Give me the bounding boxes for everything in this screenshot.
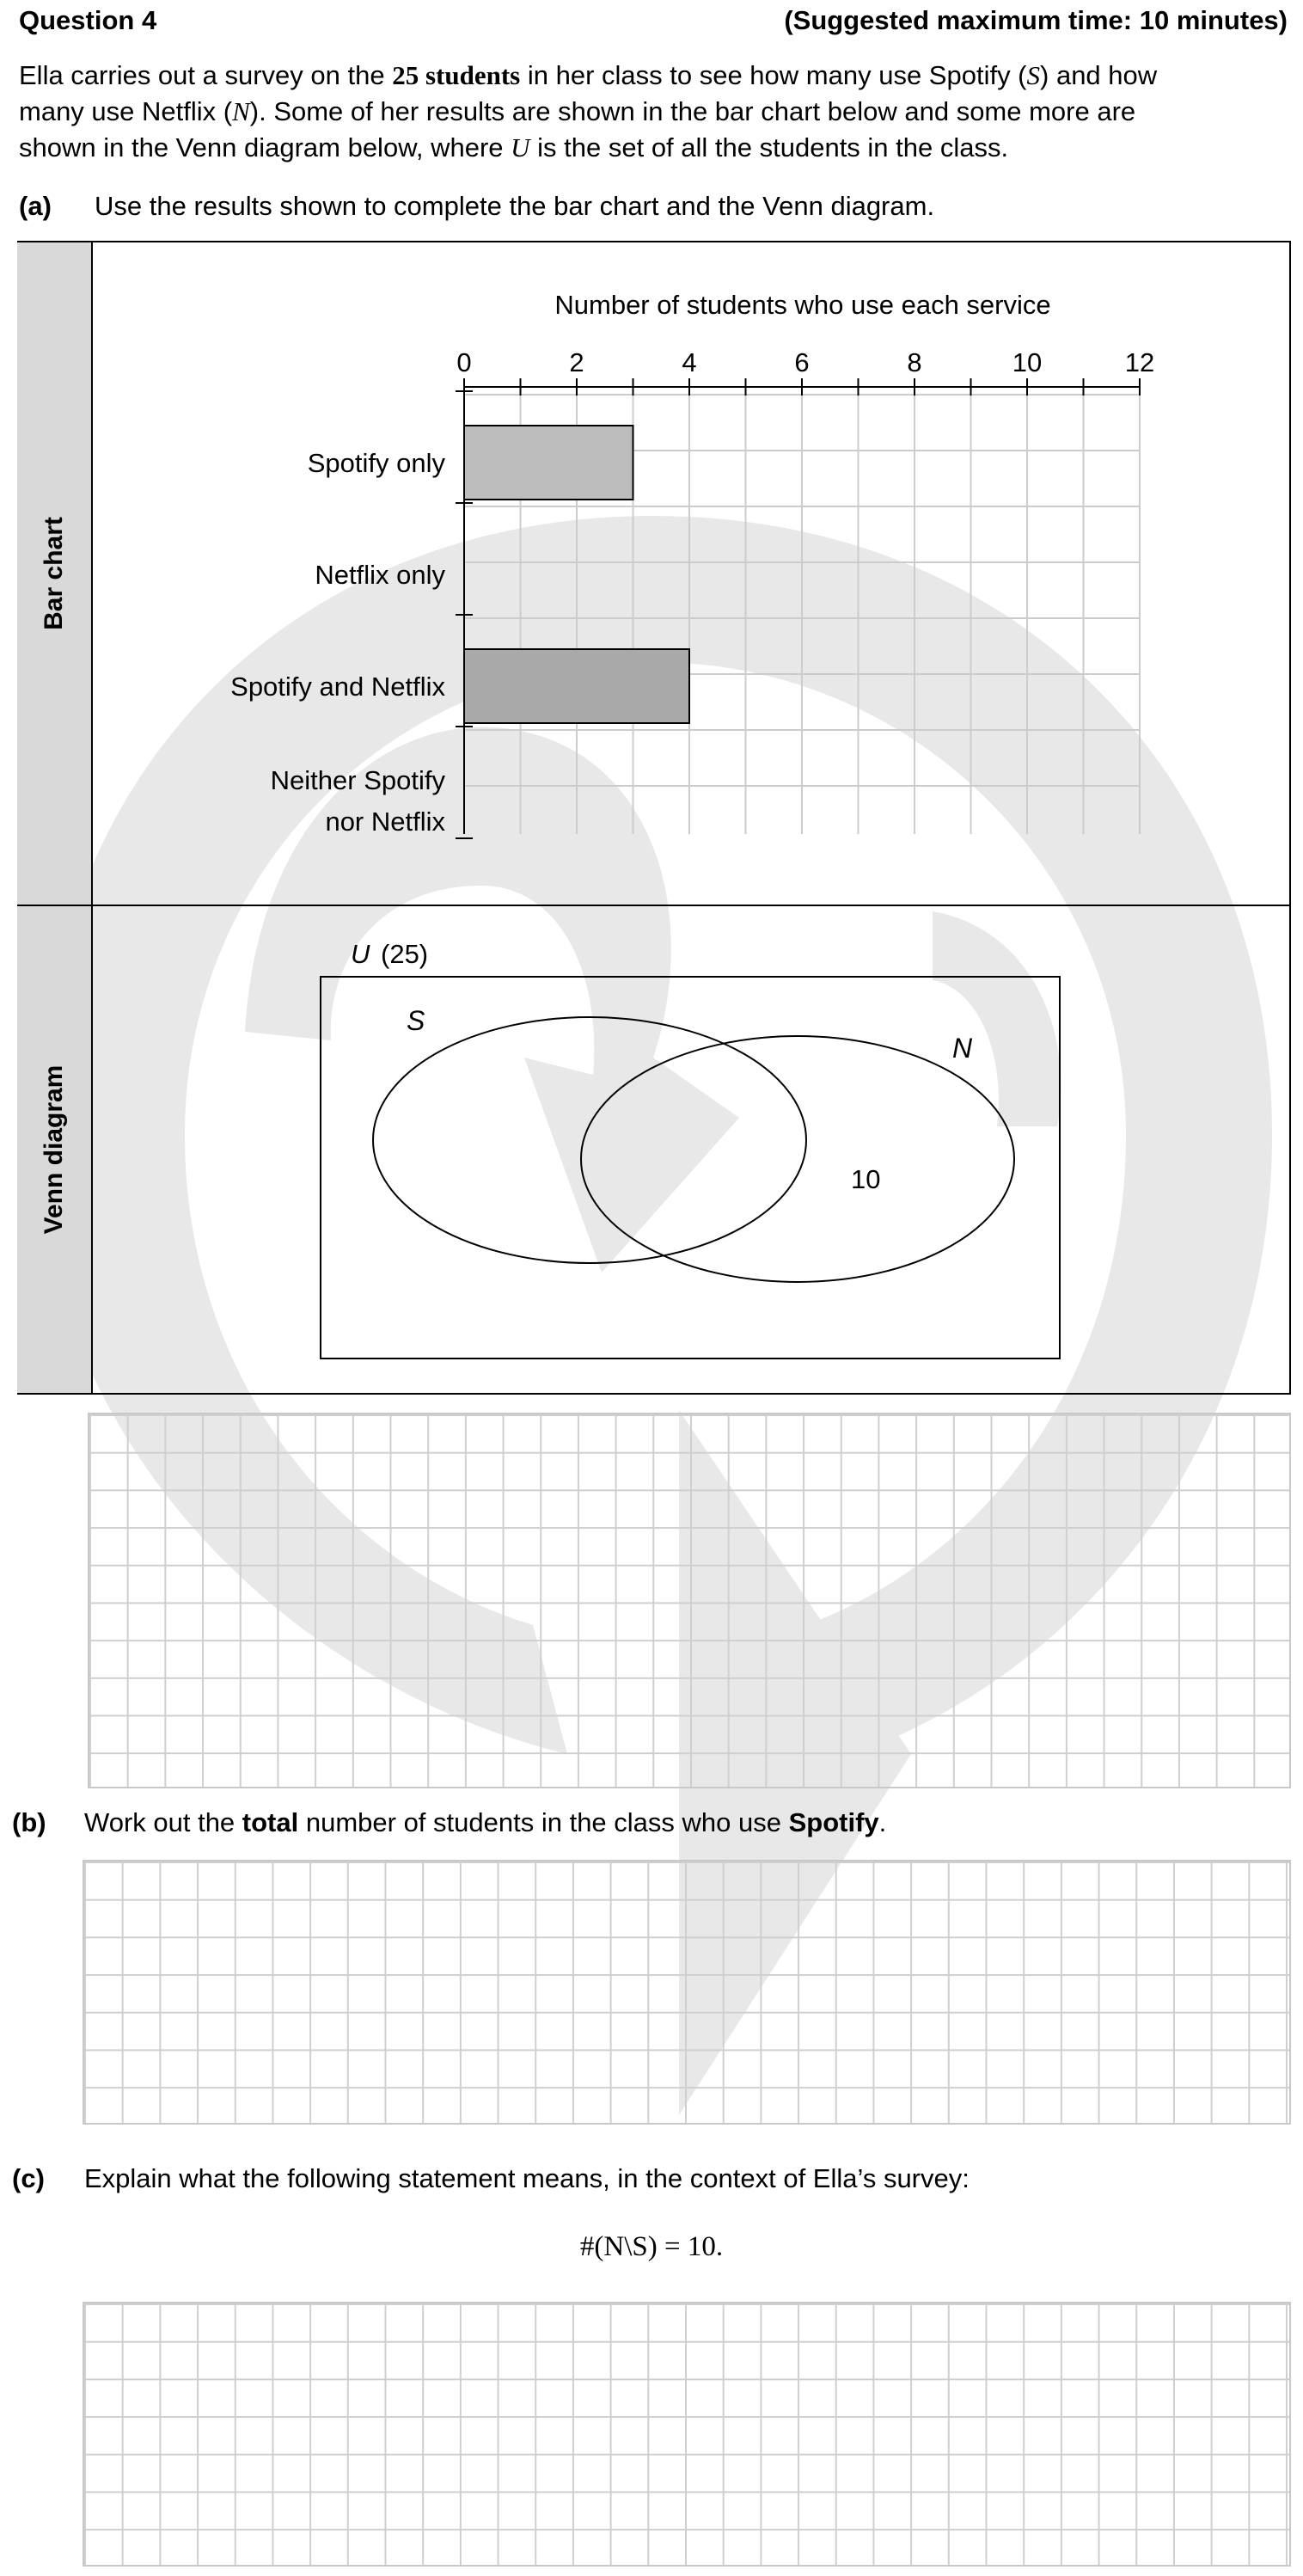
working-grid-a[interactable] <box>88 1413 1291 1788</box>
venn-side-label: Venn diagram <box>17 906 93 1393</box>
time-note: (Suggested maximum time: 10 minutes) <box>784 5 1288 35</box>
intro-line-2: many use Netflix (N). Some of her results are shown in the bar chart below and some more are <box>19 96 1136 126</box>
x-tick-label: 2 <box>569 347 584 377</box>
set-n-ellipse[interactable] <box>581 1036 1014 1282</box>
question-number: Question 4 <box>19 5 157 35</box>
category-label: Neither Spotify <box>270 765 445 795</box>
chart-title: Number of students who use each service <box>554 290 1051 320</box>
part-b-text: Work out the total number of students in the class who use Spotify. <box>84 1807 887 1837</box>
x-tick-label: 8 <box>907 347 922 377</box>
intro-line-3: shown in the Venn diagram below, where U is the set of all the students in the class. <box>19 132 1009 163</box>
universal-set-box <box>321 977 1060 1359</box>
set-s-label: S <box>407 1005 425 1036</box>
x-tick-label: 6 <box>794 347 810 377</box>
bar-spotify-only[interactable] <box>464 426 633 500</box>
set-s-ellipse[interactable] <box>373 1017 806 1263</box>
category-label: Spotify only <box>307 448 445 478</box>
x-tick-label: 4 <box>682 347 697 377</box>
part-a-label: (a) <box>19 191 52 221</box>
set-n-label: N <box>952 1033 973 1064</box>
category-label: Netflix only <box>315 560 445 590</box>
universal-count: (25) <box>381 939 429 969</box>
bar-chart-side-label: Bar chart <box>17 242 93 905</box>
n-only-value: 10 <box>851 1164 881 1194</box>
part-c-formula: #(N\S) = 10. <box>579 2231 724 2262</box>
bar-chart[interactable] <box>0 0 1303 911</box>
x-tick-label: 10 <box>1012 347 1043 377</box>
bar-spotify-and-netflix[interactable] <box>464 649 689 723</box>
category-label: nor Netflix <box>325 807 445 837</box>
venn-diagram[interactable] <box>0 906 1303 1393</box>
part-b-label: (b) <box>12 1807 46 1837</box>
answer-grid-b[interactable] <box>83 1860 1291 2125</box>
part-c-label: (c) <box>12 2163 45 2193</box>
intro-line-1: Ella carries out a survey on the 25 students in her class to see how many use Spotify (S) and how <box>19 60 1158 90</box>
category-label: Spotify and Netflix <box>230 672 445 702</box>
x-tick-label: 12 <box>1124 347 1155 377</box>
part-c-text: Explain what the following statement means, in the context of Ella’s survey: <box>84 2163 970 2193</box>
x-tick-label: 0 <box>456 347 472 377</box>
part-a-text: Use the results shown to complete the bar chart and the Venn diagram. <box>95 191 935 221</box>
universal-set-label: U <box>351 939 370 969</box>
answer-grid-c[interactable] <box>83 2302 1291 2567</box>
